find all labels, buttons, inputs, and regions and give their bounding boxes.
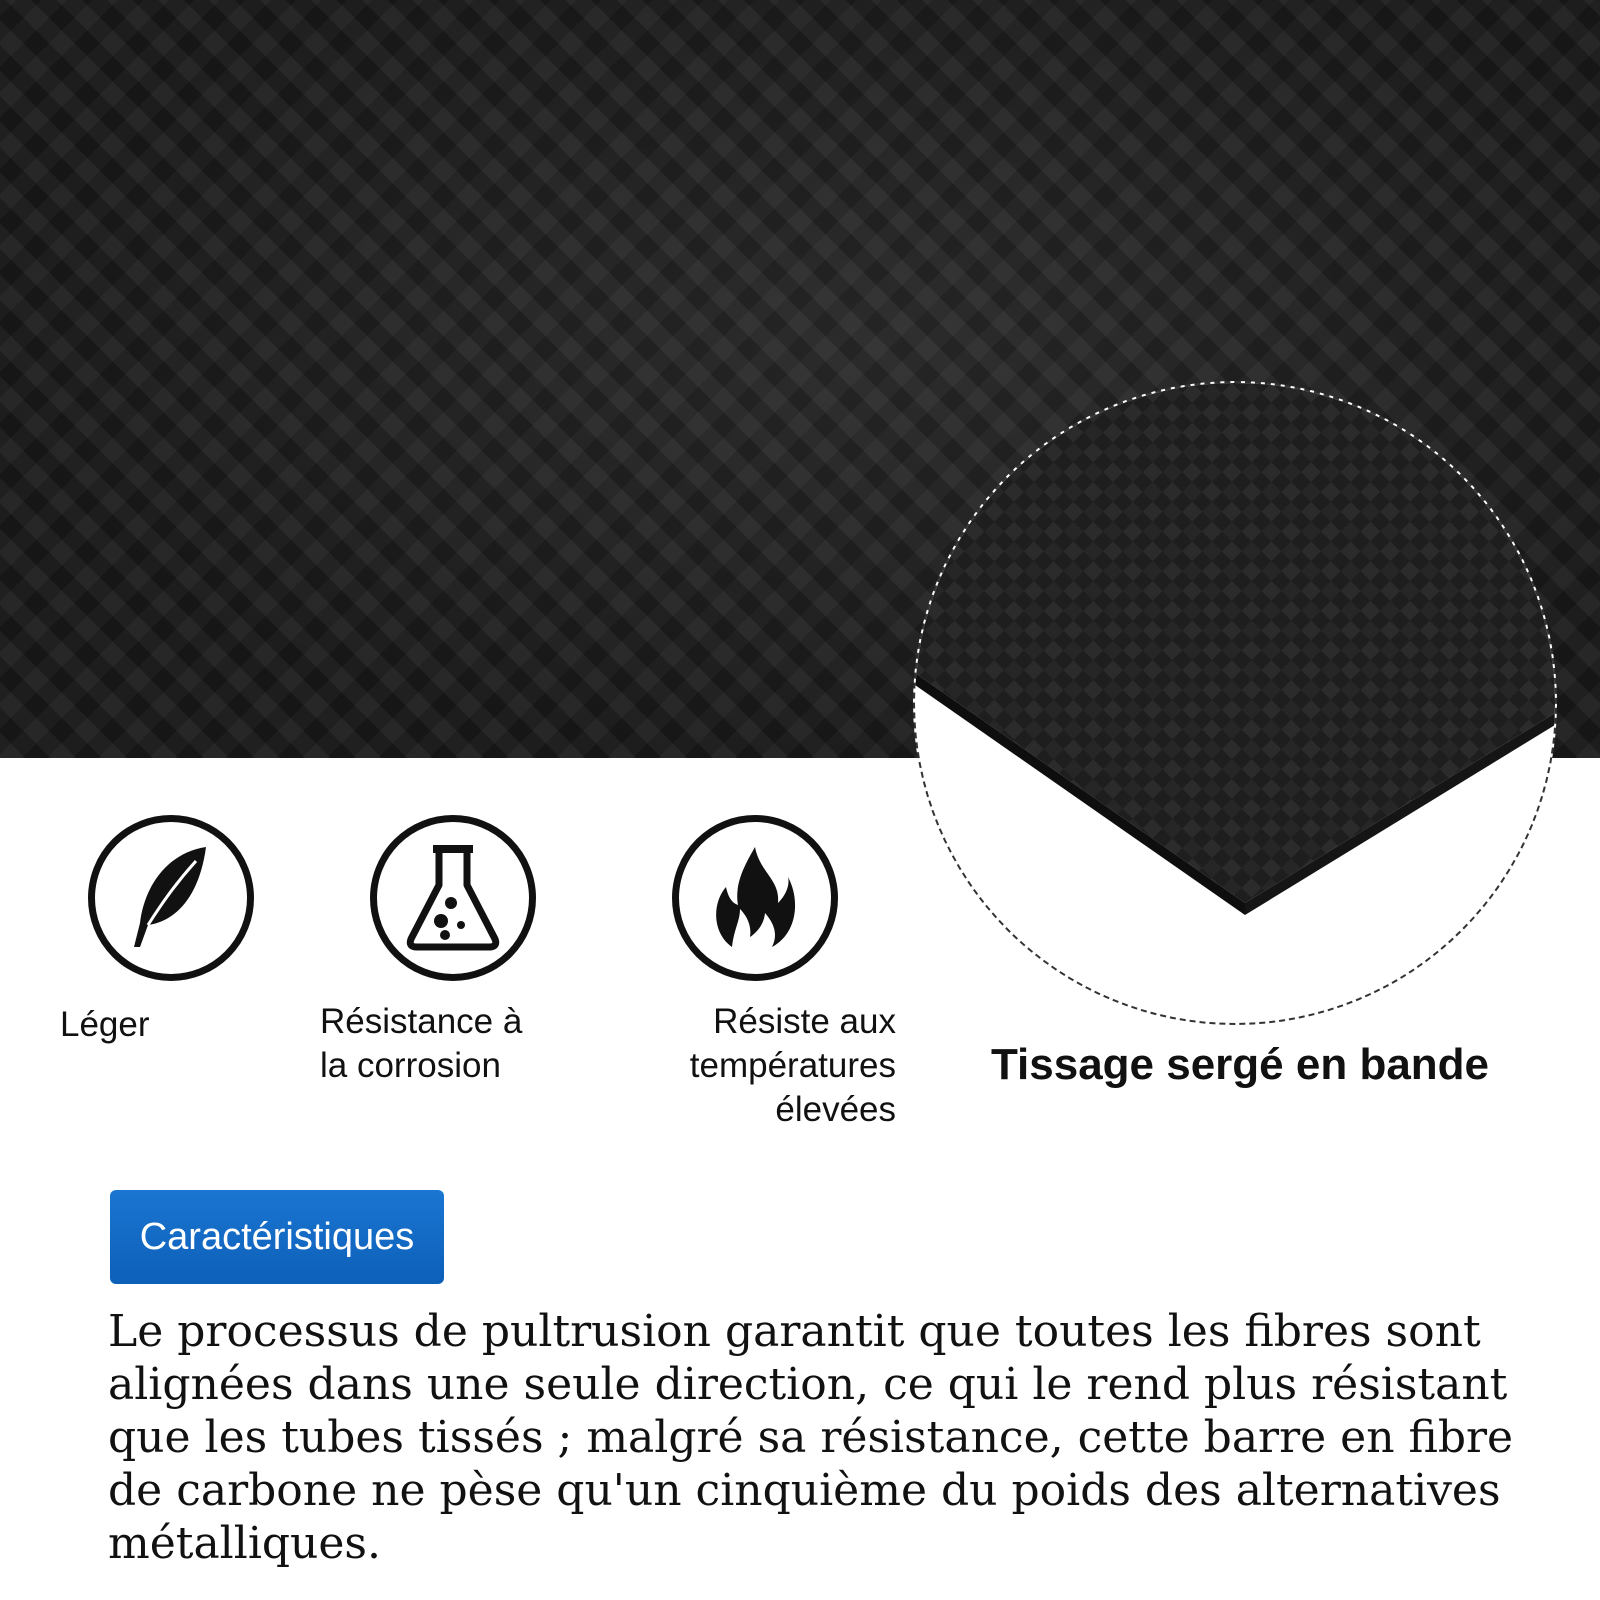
feature-label-temperature: Résiste aux températures élevées	[689, 1002, 896, 1129]
feature-label-corrosion: Résistance à la corrosion	[320, 1002, 523, 1085]
feature-label-light: Léger	[60, 1005, 150, 1044]
feather-icon	[88, 815, 254, 981]
characteristics-badge: Caractéristiques	[110, 1190, 444, 1284]
weave-zoom-circle	[913, 381, 1557, 1025]
flask-icon	[370, 815, 536, 981]
flame-icon	[672, 815, 838, 981]
weave-caption: Tissage sergé en bande	[990, 1040, 1490, 1089]
product-description: Le processus de pultrusion garantit que toutes les fibres sont alignées dans une seule direction, ce qui le rend plus résistant que les tubes tissés ; malgré sa résistance, cette barre en fibre de carbone ne pèse qu'un cinquième du poids des alternatives métalliques.	[108, 1306, 1514, 1569]
carbon-plate-image	[915, 383, 1555, 1023]
